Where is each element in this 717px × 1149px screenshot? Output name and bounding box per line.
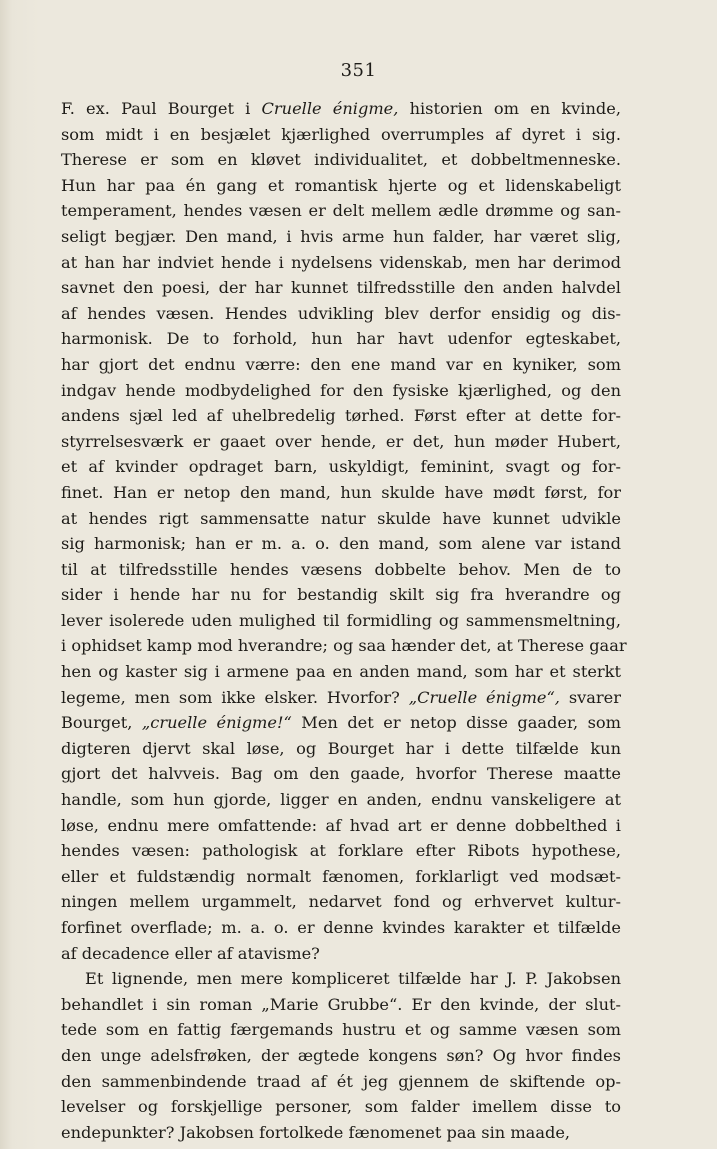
text-line xyxy=(61,224,621,250)
text-segment: lever isolerede uden mulighed til formidling og sammensmeltning, xyxy=(61,610,621,630)
text-line xyxy=(61,889,621,915)
text-line xyxy=(61,1017,621,1043)
text-line xyxy=(61,761,621,787)
text-line xyxy=(61,659,621,685)
text-line xyxy=(61,326,621,352)
text-segment: tede som en fattig færgemands hustru et og samme væsen som xyxy=(61,1020,621,1040)
paragraph xyxy=(61,966,621,1145)
text-segment: hen og kaster sig i armene paa en anden mand, som har et sterkt xyxy=(61,662,621,682)
text-segment: temperament, hendes væsen er delt mellem ædle drømme og san- xyxy=(61,201,621,221)
text-segment: Men det er netop disse gaader, som xyxy=(291,713,621,733)
text-line xyxy=(61,736,621,762)
text-line xyxy=(61,813,621,839)
paragraph xyxy=(61,96,627,966)
text-line xyxy=(61,454,621,480)
text-segment: at hendes rigt sammensatte natur skulde have kunnet udvikle xyxy=(61,508,621,528)
text-line xyxy=(61,1120,621,1146)
text-segment: Therese er som en kløvet individualitet, et dobbeltmenneske. xyxy=(61,150,621,170)
page-number: 351 xyxy=(340,60,377,81)
text-segment: savnet den poesi, der har kunnet tilfredsstille den anden halvdel xyxy=(61,278,621,298)
text-line xyxy=(61,378,621,404)
text-segment: svarer xyxy=(559,687,621,707)
text-line xyxy=(61,275,621,301)
text-line xyxy=(61,966,621,992)
text-line xyxy=(61,122,621,148)
italic-text: „cruelle énigme!“ xyxy=(141,713,292,733)
text-segment: finet. Han er netop den mand, hun skulde have mødt først, for xyxy=(61,482,621,502)
text-line xyxy=(61,710,621,736)
text-segment: at han har indviet hende i nydelsens videnskab, men har derimod xyxy=(61,252,621,272)
text-segment: den unge adelsfrøken, der ægtede kongens søn? Og hvor findes xyxy=(61,1045,621,1065)
text-segment: levelser og forskjellige personer, som falder imellem disse to xyxy=(61,1097,621,1117)
body-text xyxy=(61,96,627,1145)
text-segment: hendes væsen: pathologisk at forklare efter Ribots hypothese, xyxy=(61,841,621,861)
text-segment: harmonisk. De to forhold, hun har havt udenfor egteskabet, xyxy=(61,329,621,349)
text-line xyxy=(61,173,621,199)
text-segment: seligt begjær. Den mand, i hvis arme hun falder, har været slig, xyxy=(61,226,621,246)
italic-text: Cruelle énigme, xyxy=(261,99,399,118)
text-line xyxy=(61,864,621,890)
text-segment: eller et fuldstændig normalt fænomen, forklarligt ved modsæt- xyxy=(61,866,621,886)
text-segment: sig harmonisk; han er m. a. o. den mand, som alene var istand xyxy=(61,534,621,554)
text-segment: et af kvinder opdraget barn, uskyldigt, feminint, svagt og for- xyxy=(61,457,621,477)
text-line xyxy=(61,506,621,532)
text-segment: historien om en kvinde, xyxy=(398,99,621,118)
text-segment: gjort det halvveis. Bag om den gaade, hvorfor Therese maatte xyxy=(61,764,621,784)
text-segment: af hendes væsen. Hendes udvikling blev derfor ensidig og dis- xyxy=(61,303,621,323)
text-line xyxy=(61,838,621,864)
text-line xyxy=(61,915,621,941)
text-line xyxy=(61,1094,621,1120)
text-segment: Bourget, xyxy=(61,713,142,733)
text-segment: til at tilfredsstille hendes væsens dobbelte behov. Men de to xyxy=(61,559,621,579)
text-line xyxy=(61,96,621,122)
text-line xyxy=(61,147,621,173)
text-segment: har gjort det endnu værre: den ene mand var en kyniker, som xyxy=(61,354,621,374)
text-segment: indgav hende modbydelighed for den fysiske kjærlighed, og den xyxy=(61,380,621,400)
text-segment: styrrelsesværk er gaaet over hende, er det, hun møder Hubert, xyxy=(61,431,621,451)
text-line xyxy=(61,198,621,224)
text-segment: F. ex. Paul Bourget i xyxy=(61,99,262,118)
text-line xyxy=(61,480,621,506)
text-segment: forfinet overflade; m. a. o. er denne kvindes karakter et tilfælde xyxy=(61,918,621,937)
text-line xyxy=(61,941,621,967)
text-line xyxy=(61,787,621,813)
text-segment: andens sjæl led af uhelbredelig tørhed. Først efter at dette for- xyxy=(61,406,621,426)
text-line xyxy=(61,301,621,327)
text-segment: sider i hende har nu for bestandig skilt sig fra hverandre og xyxy=(61,585,621,605)
italic-text: „Cruelle énigme“, xyxy=(408,687,560,707)
text-segment: som midt i en besjælet kjærlighed overrumples af dyret i sig. xyxy=(61,124,621,144)
text-segment: handle, som hun gjorde, ligger en anden, endnu vanskeligere at xyxy=(61,790,621,810)
text-line xyxy=(61,250,621,276)
text-line xyxy=(61,582,621,608)
text-line xyxy=(61,352,621,378)
text-segment: ningen mellem urgammelt, nedarvet fond og erhvervet kultur- xyxy=(61,892,621,912)
text-segment: løse, endnu mere omfattende: af hvad art er denne dobbelthed i xyxy=(61,815,621,835)
text-line xyxy=(61,531,621,557)
text-segment: den sammenbindende traad af ét jeg gjennem de skiftende op- xyxy=(61,1071,621,1091)
text-segment: endepunkter? Jakobsen fortolkede fænomenet paa sin maade, xyxy=(61,1122,571,1142)
text-line xyxy=(61,429,621,455)
text-line xyxy=(61,685,621,711)
text-segment: digteren djervt skal løse, og Bourget har i dette tilfælde kun xyxy=(61,738,621,758)
text-line xyxy=(61,608,621,634)
text-segment: Hun har paa én gang et romantisk hjerte og et lidenskabeligt xyxy=(61,175,621,195)
text-segment: i ophidset kamp mod hverandre; og saa hænder det, at Therese gaar xyxy=(61,636,627,656)
text-line xyxy=(61,1069,621,1095)
text-segment: af decadence eller af atavisme? xyxy=(61,943,320,963)
text-line xyxy=(61,1043,621,1069)
text-segment: legeme, men som ikke elsker. Hvorfor? xyxy=(61,687,409,707)
text-segment: Et lignende, men mere kompliceret tilfælde har J. P. Jakobsen xyxy=(85,969,621,989)
text-line xyxy=(61,557,621,583)
text-line xyxy=(61,992,621,1018)
text-line xyxy=(61,403,621,429)
text-line xyxy=(61,633,627,659)
text-segment: behandlet i sin roman „Marie Grubbe“. Er den kvinde, der slut- xyxy=(61,994,621,1014)
